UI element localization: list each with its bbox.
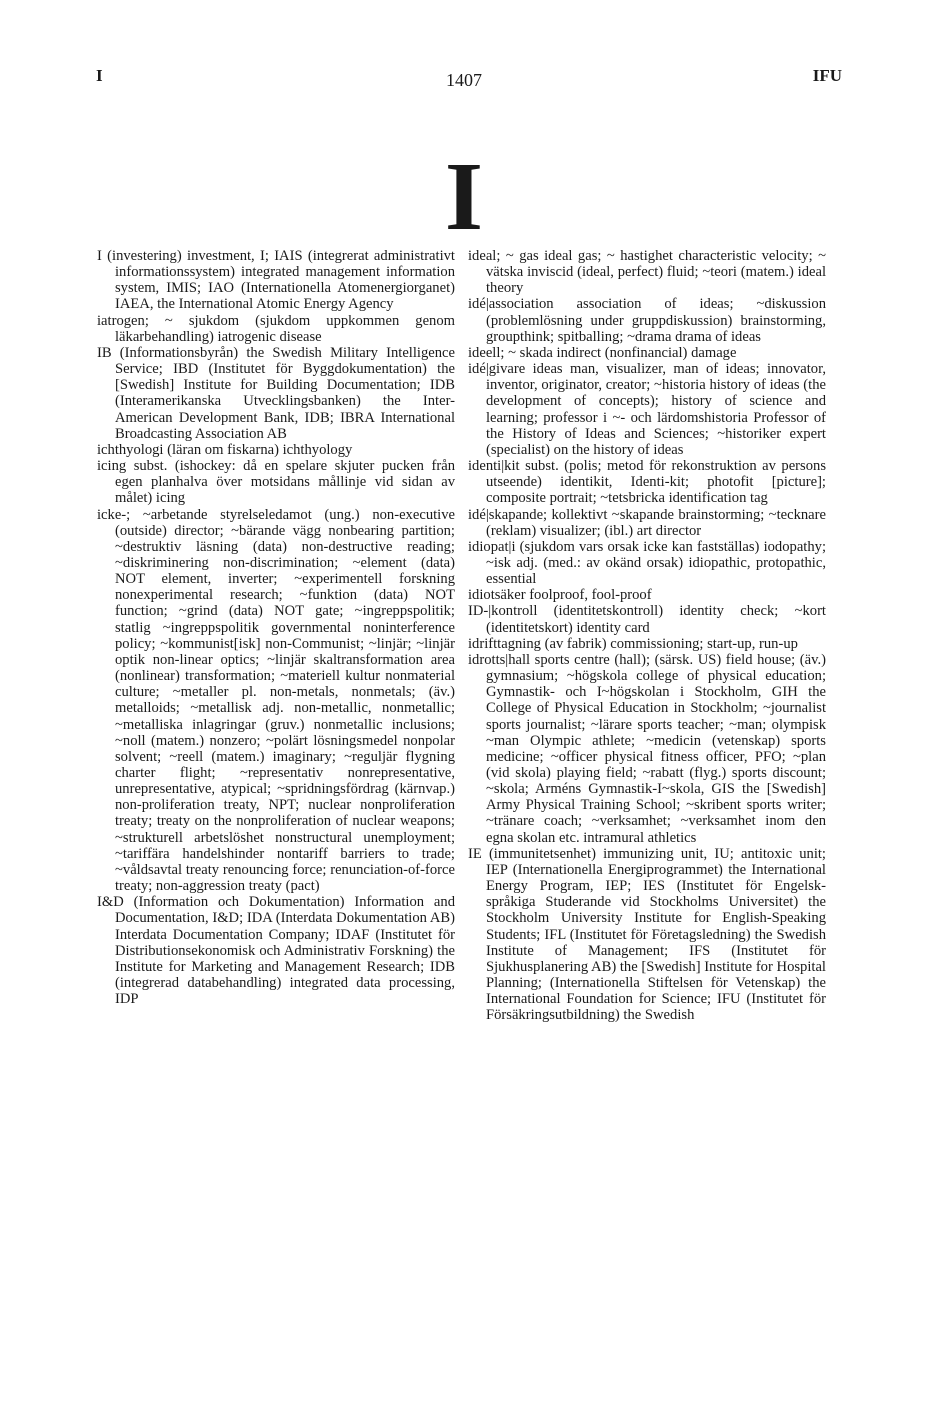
running-header-right: IFU [812, 66, 842, 85]
dictionary-entry: idrifttagning (av fabrik) commissioning; start-up, run-up [468, 635, 798, 652]
section-letter: I [444, 143, 484, 251]
dictionary-entry: idé|association association of ideas; ~diskussion (problemlösning under gruppdiskussion) brainstorming, groupthink; spitballing; ~drama drama of ideas [468, 296, 826, 345]
left-column [97, 248, 455, 1007]
dictionary-entry: IB (Informationsbyrån) the Swedish Military Intelligence Service; IBD (Institutet för Byggdokumentation) the [Swedish] Institute for Building Documentation; IDB (Interamerikanska Utvecklingsbanken) the Inter-American Development Bank, IDB; IBRA International Broadcasting Association AB [97, 344, 455, 442]
dictionary-entry: ichthyologi (läran om fiskarna) ichthyology [97, 441, 353, 458]
dictionary-entry: identi|kit subst. (polis; metod för rekonstruktion av persons utseende) identikit, Identi-kit; photofit [picture]; composite portrait; ~tetsbricka identification tag [468, 458, 826, 507]
dictionary-entry: idiotsäker foolproof, fool-proof [468, 587, 652, 604]
dictionary-entry: icing subst. (ishockey: då en spelare skjuter pucken från egen planhalva över motsidans mållinje vid sidan av målet) icing [97, 458, 455, 507]
dictionary-entry: ideell; ~ skada indirect (nonfinancial) damage [468, 344, 737, 361]
dictionary-entry: iatrogen; ~ sjukdom (sjukdom uppkommen genom läkarbehandling) iatrogenic disease [97, 312, 455, 345]
dictionary-entry: ID-|kontroll (identitetskontroll) identity check; ~kort (identitetskort) identity card [468, 603, 826, 636]
dictionary-entry: IE (immunitetsenhet) immunizing unit, IU; antitoxic unit; IEP (Internationella Energiprogrammet) the International Energy Program, IEP; IES (Institutet för Engelsk-språkiga Studerande vid Stockholms Universitet) the Stockholm University Institute for English-Speaking Students; IFL (Institutet för Företagsledning) the Swedish Institute of Management; IFS (Institutet för Sjukhusplanering AB) the [Swedish] Institute for Hospital Planning; (Internationella Stiftelsen för Vetenskap) the International Foundation for Science; IFU (Institutet för Försäkringsutbildning) the Swedish [468, 845, 826, 1024]
dictionary-entry: idiopat|i (sjukdom vars orsak icke kan fastställas) iodopathy; ~isk adj. (med.: av okänd orsak) idiopathic, protopathic, essential [468, 538, 826, 588]
dictionary-entry: ideal; ~ gas ideal gas; ~ hastighet characteristic velocity; ~ vätska inviscid (ideal, perfect) fluid; ~teori (matem.) ideal theory [468, 248, 826, 297]
dictionary-entry: idrotts|hall sports centre (hall); (särsk. US) field house; (äv.) gymnasium; ~högskola college of physical education; Gymnastik- och I~högskolan i Stockholm, GIH the College of Physical Education in Stockholm; ~journalist sports journalist; ~lärare sports teacher; ~man; olympisk ~man Olympic athlete; ~medicin (vetenskap) sports medicine; ~officer physical fitness officer, PFO; ~plan (vid skola) playing field; ~rabatt (flyg.) sports discount; ~skola; Arméns Gymnastik-I~skola, GIS the [Swedish] Army Physical Training School; ~skribent sports writer; ~tränare coach; ~verksamhet; ~verksamhet inom den egna skolan etc. intramural athletics [468, 651, 826, 846]
dictionary-entry: idé|skapande; kollektivt ~skapande brainstorming; ~tecknare (reklam) visualizer; (ibl.) art director [468, 506, 826, 539]
running-header-left: I [96, 66, 103, 85]
dictionary-entry: I&D (Information och Dokumentation) Information and Documentation, I&D; IDA (Interdata Dokumentation AB) Interdata Documentation Company; IDAF (Institutet för Distributionsekonomisk och Administrativ Forskning) the Institute for Marketing and Management Research; IDB (integrerad databehandling) integrated data processing, IDP [97, 894, 455, 1008]
right-column [468, 248, 826, 1024]
dictionary-entry: idé|givare ideas man, visualizer, man of ideas; innovator, inventor, originator, creator; ~historia history of ideas (the development of concepts); history of science and learning; professor i ~- och lärdomshistoria Professor of the History of Ideas and Sciences; ~historiker expert (specialist) on the history of ideas [468, 361, 826, 458]
dictionary-entry: icke-; ~arbetande styrelseledamot (ung.) non-executive (outside) director; ~bärande vägg nonbearing partition; ~destruktiv läsning (data) non-destructive reading; ~diskriminering non-discrimination; ~element (data) NOT element, inverter; ~experimentell forskning nonexperimental research; ~funktion (data) NOT function; ~grind (data) NOT gate; ~ingreppspolitik; statlig ~ingreppspolitik governmental noninterference policy; ~kommunist[isk] non-Communist; ~linjär; ~linjär optik non-linear optics; ~linjär skaltransformation area (nonlinear) transformation; ~materiell kultur nonmaterial culture; ~metaller pl. non-metals, nonmetals; (äv.) metalloids; ~metallisk adj. non-metallic, nonmetallic; ~metalliska inlagringar (gruv.) nonmetallic inclusions; ~noll (matem.) nonzero; ~polärt lösningsmedel nonpolar solvent; ~reell (matem.) imaginary; ~reguljär flygning charter flight; ~representativ nonrepresentative, unrepresentative, atypical; ~spridningsfördrag (kärnvap.) non-proliferation treaty, NPT; nuclear nonproliferation treaty; treaty on the nonproliferation of nuclear weapons; ~strukturell arbetslöshet nonstructural unemployment; ~tariffära handelshinder nontariff barriers to trade; ~våldsavtal treaty renouncing force; renunciation-of-force treaty; non-aggression treaty (pact) [97, 506, 455, 895]
page-number: 1407 [446, 70, 482, 90]
dictionary-entry: I (investering) investment, I; IAIS (integrerat administrativt informationssystem) integrated management information system, IMIS; IAO (Internationella Atomenergiorganet) IAEA, the International Atomic Energy Agency [97, 248, 455, 313]
